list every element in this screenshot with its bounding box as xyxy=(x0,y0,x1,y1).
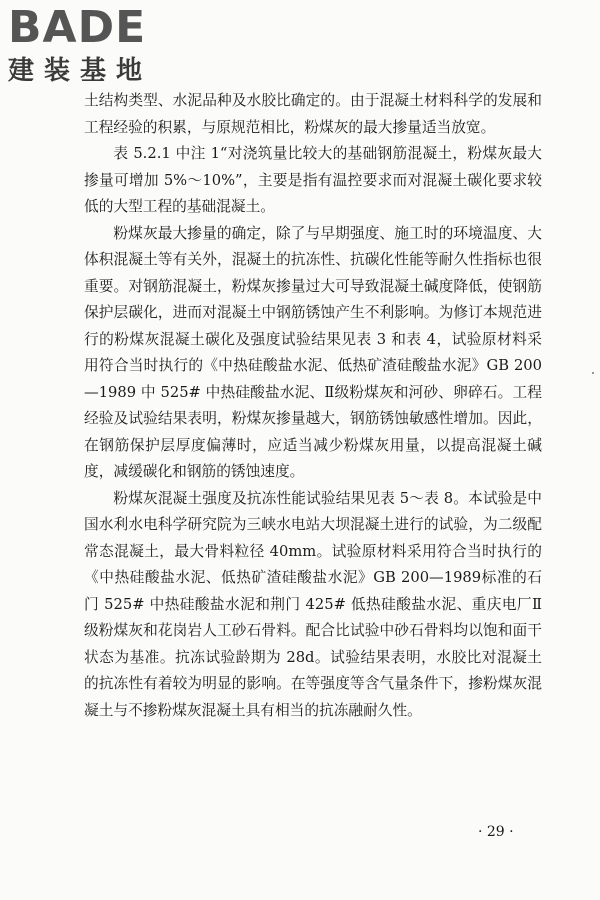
paragraph-2: 表 5.2.1 中注 1“对浇筑量比较大的基础钢筋混凝土，粉煤灰最大掺量可增加 5%～10%”，主要是指有温控要求而对混凝土碳化要求较低的大型工程的基础混凝土。 xyxy=(84,145,542,215)
logo-latin: BADE xyxy=(8,2,147,53)
paragraph-3: 粉煤灰最大掺量的确定，除了与早期强度、施工时的环境温度、大体积混凝土等有关外，混凝土的抗冻性、抗碳化性能等耐久性指标也很重要。对钢筋混凝土，粉煤灰掺量过大可导致混凝土碱度降低，使钢筋保护层碳化，进而对混凝土中钢筋锈蚀产生不利影响。为修订本规范进行的粉煤灰混凝土碳化及强度试验结果见表 3 和表 4，试验原材料采用符合当时执行的《中热硅酸盐水泥、低热矿渣硅酸盐水泥》GB 200—1989 中 525# 中热硅酸盐水泥、Ⅱ级粉煤灰和河砂、卵碎石。工程经验及试验结果表明，粉煤灰掺量越大，钢筋锈蚀敏感性增加。因此，在钢筋保护层厚度偏薄时，应适当减少粉煤灰用量，以提高混凝土碱度，减缓碳化和钢筋的锈蚀速度。 xyxy=(84,224,542,480)
document-body xyxy=(84,88,542,724)
logo-chinese: 建装基地 xyxy=(8,56,153,86)
page-number: · 29 · xyxy=(478,824,514,840)
paragraph-4: 粉煤灰混凝土强度及抗冻性能试验结果见表 5～表 8。本试验是中国水利水电科学研究院为三峡水电站大坝混凝土进行的试验，为二级配常态混凝土，最大骨料粒径 40mm。试验原材料采用符合当时执行的《中热硅酸盐水泥、低热矿渣硅酸盐水泥》GB 200—1989标准的石门 525# 中热硅酸盐水泥和荆门 425# 低热硅酸盐水泥、重庆电厂Ⅱ级粉煤灰和花岗岩人工砂石骨料。配合比试验中砂石骨料均以饱和面干状态为基准。抗冻试验龄期为 28d。试验结果表明，水胶比对混凝土的抗冻性有着较为明显的影响。在等强度等含气量条件下，掺粉煤灰混凝土与不掺粉煤灰混凝土具有相当的抗冻融耐久性。 xyxy=(84,489,542,719)
scan-mark xyxy=(592,372,594,374)
logo xyxy=(8,4,178,88)
paragraph-1: 土结构类型、水泥品种及水胶比确定的。由于混凝土材料科学的发展和工程经验的积累，与原规范相比，粉煤灰的最大掺量适当放宽。 xyxy=(84,92,542,136)
